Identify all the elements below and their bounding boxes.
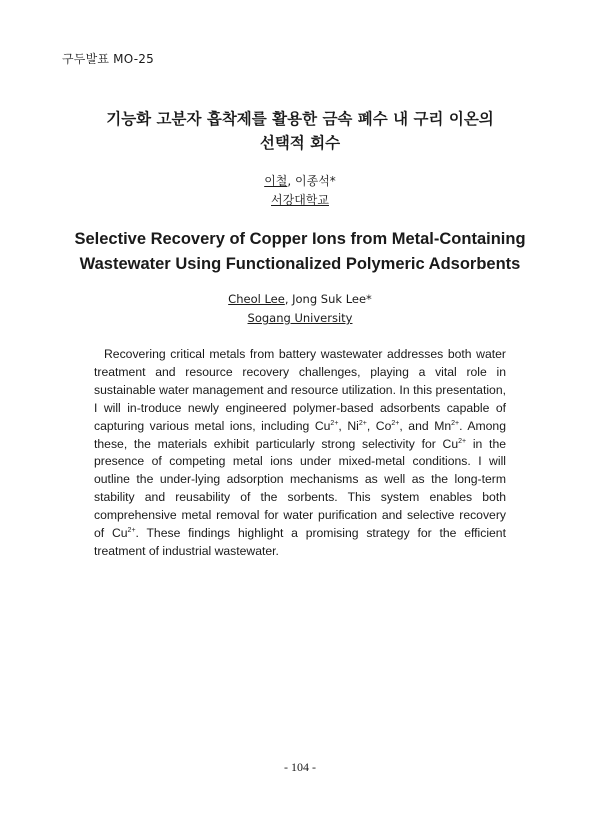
english-author-corresponding: Jong Suk Lee* — [292, 292, 372, 306]
ion-cu: Cu — [314, 418, 331, 433]
english-author-separator: , — [284, 292, 293, 306]
charge-cu-3: 2+ — [127, 527, 136, 535]
abstract-part-2: . Among these, the materials exhibit particularly strong selectivity for — [94, 418, 506, 451]
korean-author-presenter: 이철 — [264, 174, 288, 188]
korean-title — [50, 107, 550, 155]
session-label: 구두발표 MO-25 — [62, 52, 154, 66]
ion-mn: Mn — [434, 418, 452, 433]
page-number: - 104 - — [284, 760, 316, 774]
korean-authors — [0, 172, 600, 191]
english-title-line-1: Selective Recovery of Copper Ions from Metal-Containing — [74, 230, 526, 248]
korean-author-corresponding: 이종석* — [295, 174, 336, 188]
charge-co: 2+ — [391, 419, 400, 427]
korean-affiliation-text: 서강대학교 — [271, 193, 329, 207]
abstract-part-1: Recovering critical metals from battery wastewater addresses both water treatment and resource recovery challenges, playing a vital role in sustainable water management and resource utilization. In this presentation, I will in-troduce newly engineered polymer-based adsorbents capable of capturing various metal ions, including — [94, 347, 506, 433]
comma-3: , and — [399, 418, 435, 433]
comma-2: , — [366, 418, 376, 433]
ion-co: Co — [375, 418, 392, 433]
charge-cu-2: 2+ — [458, 437, 467, 445]
korean-affiliation — [0, 191, 600, 210]
korean-author-separator: , — [287, 174, 296, 188]
english-title-line-2: Wastewater Using Functionalized Polymeric Adsorbents — [79, 255, 521, 273]
english-affiliation — [0, 309, 600, 327]
english-authors — [0, 290, 600, 308]
korean-title-line-1: 기능화 고분자 흡착제를 활용한 금속 폐수 내 구리 이온의 — [106, 110, 494, 128]
ion-cu-2: Cu — [442, 436, 459, 451]
charge-cu: 2+ — [330, 419, 339, 427]
abstract-paragraph — [94, 346, 506, 561]
abstract-part-3: in the presence of competing metal ions under mixed-metal conditions. I will outline the under-lying adsorption mechanisms as well as the long-term stability and reusability of the sorbents. This system enables both comprehensive metal removal for water purification and selective recovery of — [94, 436, 507, 541]
abstract-part-4: . These findings highlight a promising strategy for the efficient treatment of industrial wastewater. — [94, 526, 506, 558]
korean-title-line-2: 선택적 회수 — [259, 134, 341, 152]
comma-1: , — [338, 418, 348, 433]
charge-ni: 2+ — [358, 419, 367, 427]
english-author-presenter: Cheol Lee — [228, 292, 285, 306]
english-affiliation-text: Sogang University — [247, 311, 353, 325]
ion-cu-3: Cu — [111, 526, 128, 541]
ion-ni: Ni — [347, 418, 359, 433]
english-title — [50, 227, 550, 277]
charge-mn: 2+ — [451, 419, 460, 427]
